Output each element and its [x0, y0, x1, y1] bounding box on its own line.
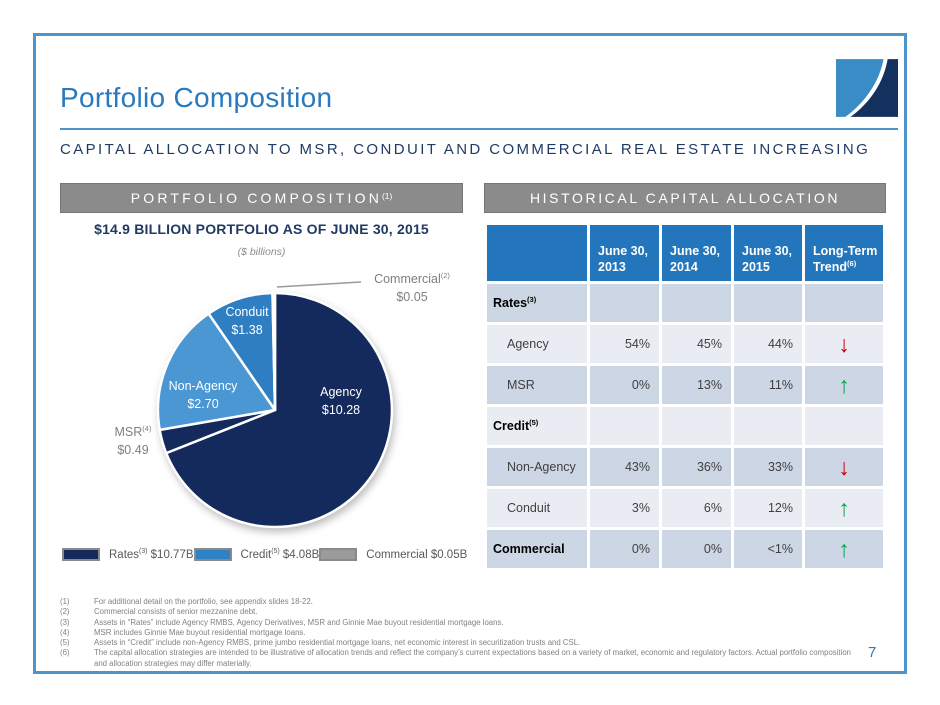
- table-col-header: June 30, 2014: [662, 225, 731, 281]
- left-panel-header-footnote-ref: (1): [382, 190, 393, 201]
- legend-item-commercial: [319, 548, 467, 561]
- row-label-credit: Credit$^{(5)}$: [487, 407, 587, 445]
- footnote-2: [60, 607, 862, 617]
- cell-agency-0: 54%: [590, 325, 659, 363]
- footnote-4: [60, 628, 862, 638]
- footnote-5: [60, 638, 862, 648]
- trend-cell-msr: [805, 366, 883, 404]
- row-label-conduit: Conduit: [487, 489, 587, 527]
- footnote-number: (6): [60, 648, 70, 658]
- trend-cell-rates: [805, 284, 883, 322]
- footnote-text: Assets in “Rates” include Agency RMBS, Agency Derivatives, MSR and Ginnie Mae buyout residential mortgage loans.: [94, 617, 504, 627]
- row-label-agency: Agency: [487, 325, 587, 363]
- trend-down-arrow-icon: ↓: [838, 453, 850, 480]
- trend-cell-commercial: [805, 530, 883, 568]
- cell-rates-0: [590, 284, 659, 322]
- legend-swatch-rates: [62, 548, 100, 561]
- footnote-number: (2): [60, 607, 70, 617]
- cell-agency-2: 44%: [734, 325, 802, 363]
- trend-up-arrow-icon: ↑: [838, 535, 850, 562]
- slide-subtitle: CAPITAL ALLOCATION TO MSR, CONDUIT AND COMMERCIAL REAL ESTATE INCREASING: [60, 141, 871, 158]
- pie-label-commercial: Commercial$^{(2)}$ $0.05: [374, 270, 450, 305]
- title-divider: [60, 128, 898, 130]
- pie-chart: [115, 265, 445, 545]
- legend-swatch-credit: [194, 548, 232, 561]
- capital-allocation-table: [484, 222, 886, 571]
- footnotes: [60, 597, 862, 669]
- trend-down-arrow-icon: ↓: [838, 330, 850, 357]
- cell-msr-1: 13%: [662, 366, 731, 404]
- cell-conduit-2: 12%: [734, 489, 802, 527]
- footnote-1: [60, 597, 862, 607]
- legend-item-credit: [194, 548, 320, 561]
- cell-conduit-1: 6%: [662, 489, 731, 527]
- footnote-number: (1): [60, 597, 70, 606]
- footnote-number: (4): [60, 627, 70, 637]
- footnote-number: (3): [60, 617, 70, 627]
- table-row-rates: [487, 284, 883, 322]
- cell-agency-1: 45%: [662, 325, 731, 363]
- table-col-header: Long-Term Trend$^{(6)}$: [805, 225, 883, 281]
- left-panel-header-label: PORTFOLIO COMPOSITION: [130, 190, 383, 206]
- trend-cell-agency: [805, 325, 883, 363]
- pie-legend: [62, 548, 468, 561]
- row-label-msr: MSR: [487, 366, 587, 404]
- cell-non-agency-2: 33%: [734, 448, 802, 486]
- table-col-header: June 30, 2015: [734, 225, 802, 281]
- two-harbors-logo-icon: [836, 59, 898, 117]
- table-row-commercial: [487, 530, 883, 568]
- footnote-text: MSR includes Ginnie Mae buyout residential mortgage loans.: [94, 627, 306, 637]
- cell-non-agency-0: 43%: [590, 448, 659, 486]
- cell-conduit-0: 3%: [590, 489, 659, 527]
- table-row-msr: [487, 366, 883, 404]
- page-number: 7: [868, 644, 877, 661]
- pie-label-agency: Agency $10.28: [320, 385, 362, 418]
- cell-commercial-1: 0%: [662, 530, 731, 568]
- legend-label-rates: Rates$^{(3)}$ $10.77B: [109, 548, 194, 561]
- commercial-leader-line: [277, 282, 361, 287]
- left-panel-header: [60, 183, 463, 213]
- cell-rates-2: [734, 284, 802, 322]
- legend-swatch-commercial: [319, 548, 357, 561]
- table-row-agency: [487, 325, 883, 363]
- cell-commercial-0: 0%: [590, 530, 659, 568]
- cell-credit-1: [662, 407, 731, 445]
- table-row-conduit: [487, 489, 883, 527]
- table-row-non-agency: [487, 448, 883, 486]
- legend-item-rates: [62, 548, 194, 561]
- trend-cell-non-agency: [805, 448, 883, 486]
- trend-cell-credit: [805, 407, 883, 445]
- pie-chart-title: $14.9 BILLION PORTFOLIO AS OF JUNE 30, 2015: [94, 221, 429, 237]
- table-col-header: June 30, 2013: [590, 225, 659, 281]
- page-title: Portfolio Composition: [60, 82, 333, 113]
- cell-credit-2: [734, 407, 802, 445]
- pie-chart-units: ($ billions): [237, 246, 286, 258]
- right-panel-header-label: HISTORICAL CAPITAL ALLOCATION: [529, 190, 841, 206]
- trend-up-arrow-icon: ↑: [838, 371, 850, 398]
- cell-msr-0: 0%: [590, 366, 659, 404]
- logo-swoosh-icon: [836, 59, 898, 117]
- table-row-credit: [487, 407, 883, 445]
- footnote-text: For additional detail on the portfolio, see appendix slides 18-22.: [94, 597, 313, 606]
- pie-label-non-agency: Non-Agency $2.70: [168, 379, 238, 412]
- row-label-non-agency: Non-Agency: [487, 448, 587, 486]
- cell-rates-1: [662, 284, 731, 322]
- footnote-3: [60, 618, 862, 628]
- footnote-6: [60, 648, 862, 669]
- footnote-text: Commercial consists of senior mezzanine debt.: [94, 607, 258, 617]
- right-panel-header: [484, 183, 886, 213]
- footnote-number: (5): [60, 638, 70, 648]
- table-corner-cell: [487, 225, 587, 281]
- trend-cell-conduit: [805, 489, 883, 527]
- trend-up-arrow-icon: ↑: [838, 494, 850, 521]
- cell-commercial-2: <1%: [734, 530, 802, 568]
- footnote-text: Assets in “Credit” include non-Agency RMBS, prime jumbo residential mortgage loans, net economic interest in securitization trusts and CSL.: [94, 638, 581, 648]
- row-label-rates: Rates$^{(3)}$: [487, 284, 587, 322]
- legend-label-credit: Credit$^{(5)}$ $4.08B: [240, 548, 320, 561]
- footnote-text: The capital allocation strategies are intended to be illustrative of allocation trends and reflect the company’s current expectations based on a variety of market, economic and regulatory factors. Actual portfolio composition and allocation strategies may differ materially.: [94, 648, 852, 668]
- cell-credit-0: [590, 407, 659, 445]
- legend-label-commercial: Commercial $0.05B: [366, 548, 468, 561]
- pie-label-conduit: Conduit $1.38: [225, 305, 269, 338]
- table-header-row: [487, 225, 883, 281]
- pie-label-msr: MSR$^{(4)}$ $0.49: [114, 423, 152, 458]
- cell-non-agency-1: 36%: [662, 448, 731, 486]
- row-label-commercial: Commercial: [487, 530, 587, 568]
- cell-msr-2: 11%: [734, 366, 802, 404]
